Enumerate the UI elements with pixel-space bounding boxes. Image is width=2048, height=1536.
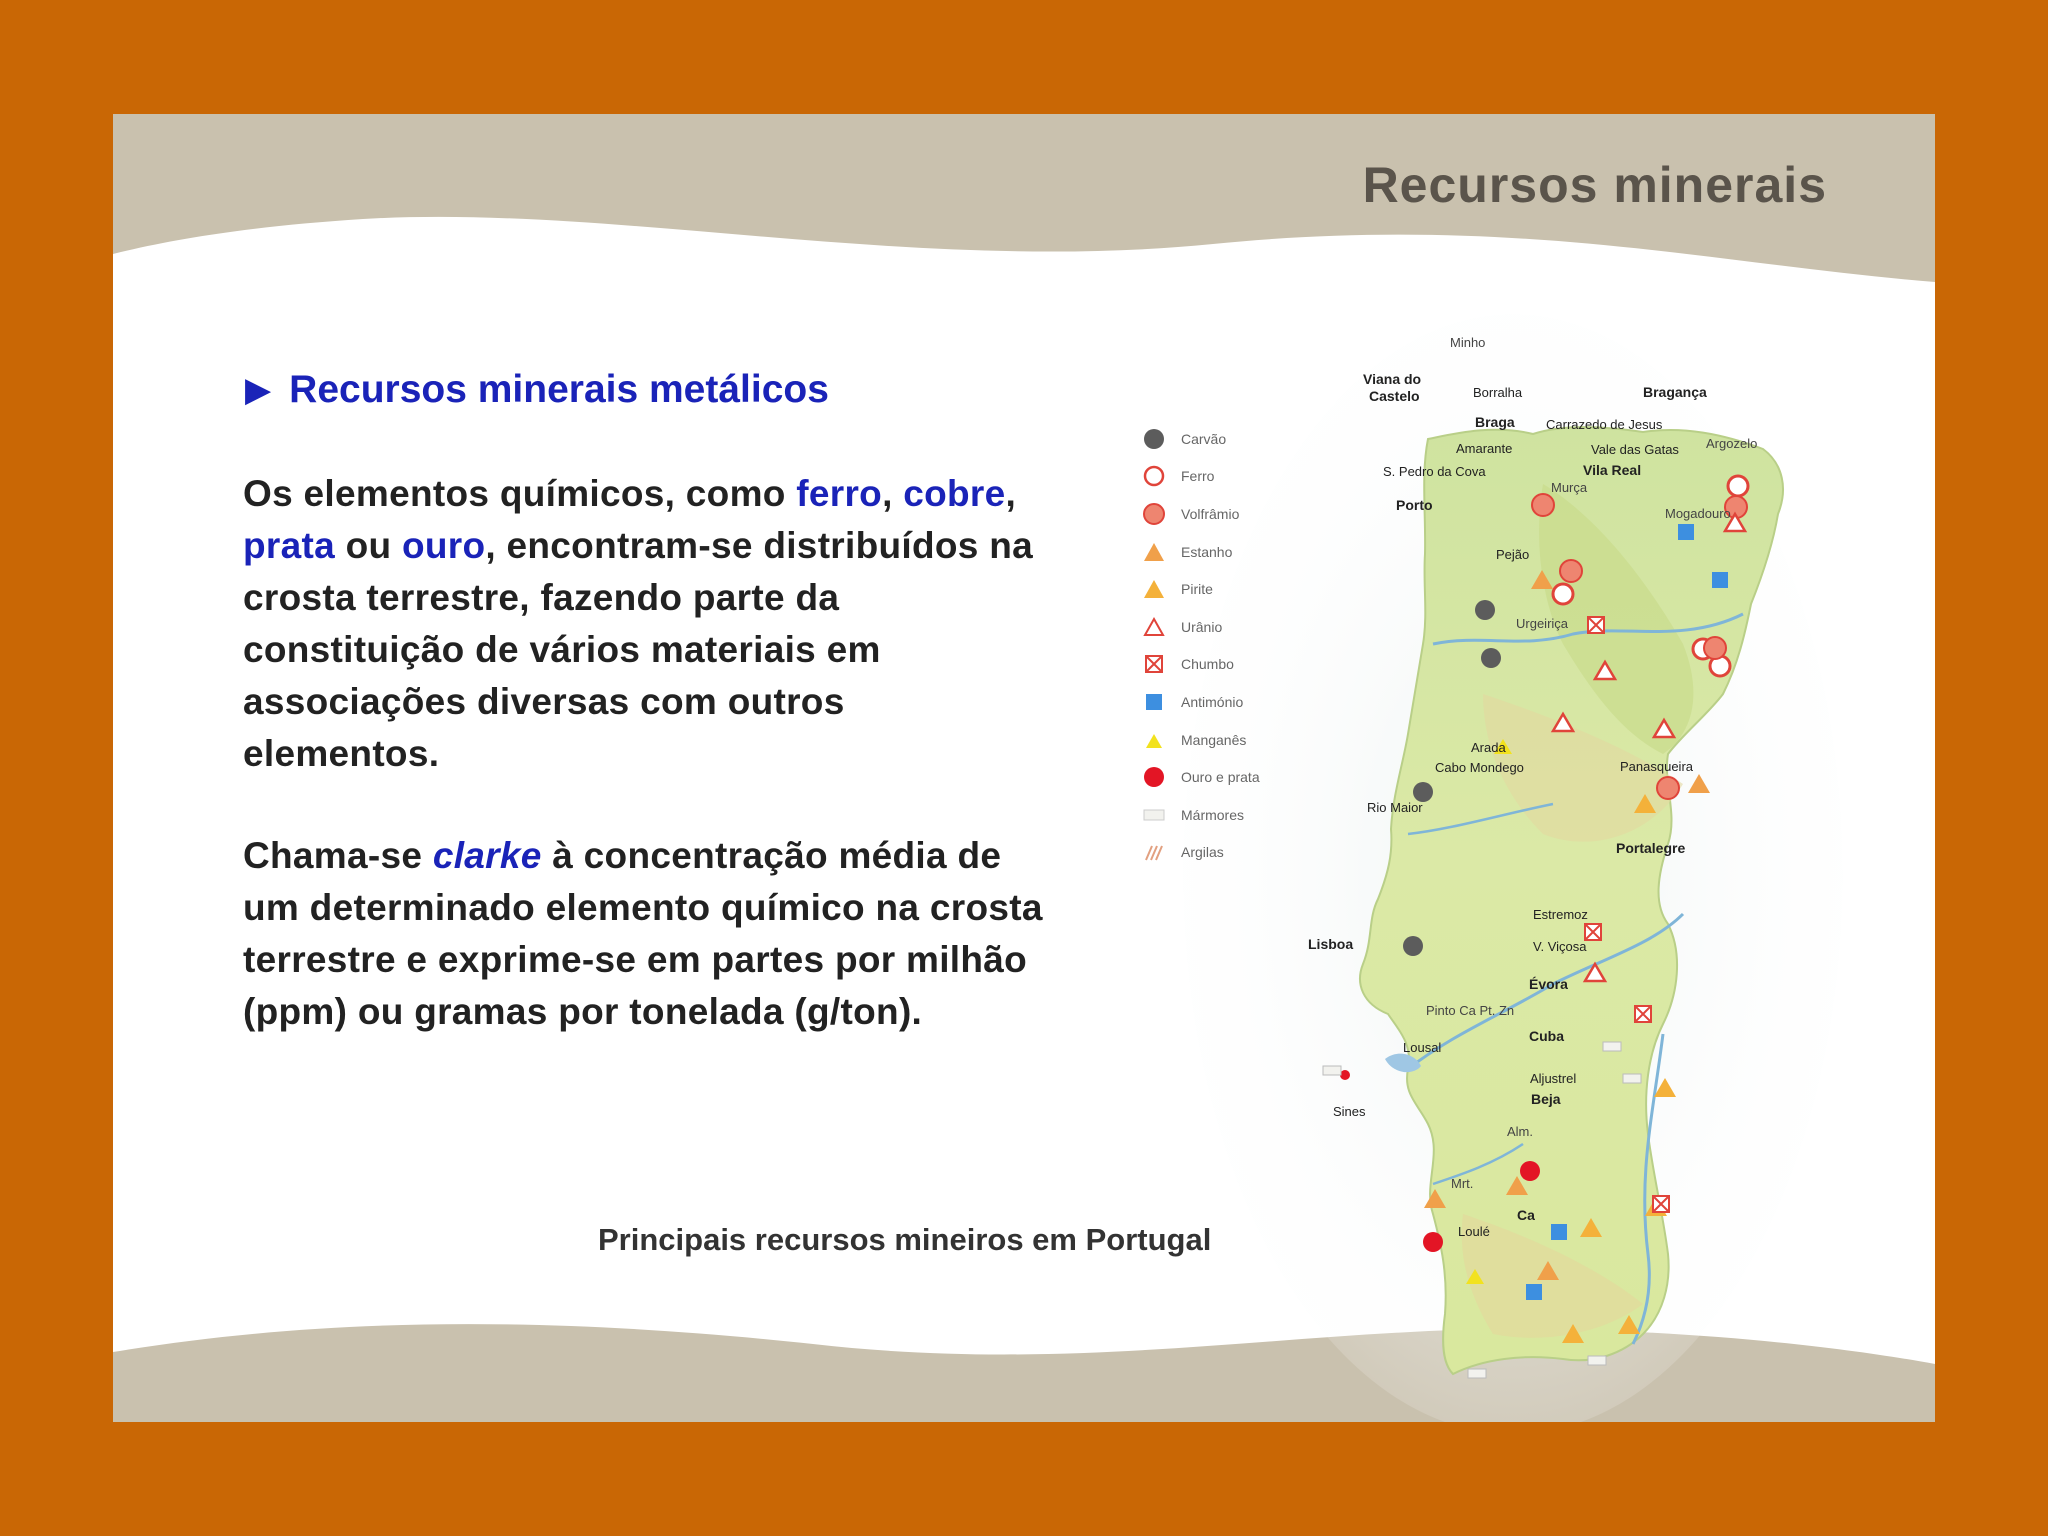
term-ferro: ferro	[796, 473, 883, 514]
marker-ferro-2	[1553, 584, 1573, 604]
map-label-beja: Beja	[1531, 1091, 1561, 1107]
text-run: , encontram-se distribuídos na crosta terrestre, fazendo parte da constituição de vários materiais em associações diversas com outros elementos.	[243, 525, 1034, 774]
legend-label: Pirite	[1181, 581, 1213, 598]
legend-item-uranio	[1141, 608, 1260, 646]
clay-icon	[1141, 839, 1167, 865]
paragraph-clarke	[243, 830, 1043, 1038]
section-heading-text: Recursos minerais metálicos	[289, 368, 829, 411]
legend-item-pirite	[1141, 570, 1260, 608]
map-label-arada: Arada	[1471, 740, 1506, 755]
map-label-estremoz: Estremoz	[1533, 907, 1588, 922]
map-label-lousal: Lousal	[1403, 1040, 1442, 1055]
map-label-v-vicosa: V. Viçosa	[1533, 939, 1587, 954]
map-legend	[1141, 420, 1260, 871]
text-run: ,	[882, 473, 904, 514]
map-label-loule: Loulé	[1458, 1224, 1490, 1239]
legend-label: Antimónio	[1181, 693, 1244, 710]
map-label-argozelo: Argozelo	[1706, 436, 1758, 451]
map-label-viana: Viana do	[1363, 371, 1422, 387]
map-label-sines: Sines	[1333, 1104, 1366, 1119]
marker-carvao-rio-maior	[1403, 936, 1423, 956]
legend-item-antimonio	[1141, 683, 1260, 721]
marker-marmores-1	[1603, 1042, 1621, 1051]
tungsten-icon	[1141, 501, 1167, 527]
map-label-viana-2: Castelo	[1369, 388, 1420, 404]
legend-item-marmores	[1141, 796, 1260, 834]
map-label-amarante: Amarante	[1456, 441, 1513, 456]
legend-item-manganes	[1141, 721, 1260, 759]
legend-label: Mármores	[1181, 806, 1245, 823]
legend-label: Manganês	[1181, 731, 1247, 748]
map-label-murca: Murça	[1551, 480, 1588, 495]
slide-title: Recursos minerais	[1362, 157, 1827, 213]
marker-marmores-5	[1588, 1356, 1606, 1365]
gold-silver-icon	[1141, 764, 1167, 790]
map-label-vila-real: Vila Real	[1583, 462, 1642, 478]
iron-icon	[1141, 463, 1167, 489]
map-label-borralha: Borralha	[1473, 385, 1523, 400]
term-clarke: clarke	[432, 835, 542, 876]
term-ouro: ouro	[401, 525, 486, 566]
marker-carvao-pejao	[1481, 648, 1501, 668]
map-label-panasqueira: Panasqueira	[1620, 759, 1693, 774]
paragraph-elements	[243, 468, 1043, 780]
legend-label: Urânio	[1181, 618, 1223, 635]
map-label-s-pedro: S. Pedro da Cova	[1383, 464, 1486, 479]
legend-label: Chumbo	[1181, 656, 1234, 673]
map-label-porto: Porto	[1396, 497, 1433, 513]
marker-marmores-3	[1323, 1066, 1341, 1075]
uranium-icon	[1141, 614, 1167, 640]
marker-carvao-cabo-mondego	[1413, 782, 1433, 802]
map-label-mogadouro: Mogadouro	[1665, 506, 1731, 521]
tin-icon	[1141, 539, 1167, 565]
map-label-lisboa: Lisboa	[1308, 936, 1354, 952]
legend-item-volframio	[1141, 495, 1260, 533]
legend-label: Estanho	[1181, 543, 1233, 560]
marker-volframio-2	[1532, 494, 1554, 516]
marker-volframio-4	[1704, 637, 1726, 659]
map-label-vale-gatas: Vale das Gatas	[1591, 442, 1679, 457]
legend-item-ouro-prata	[1141, 758, 1260, 796]
text-run: Os elementos químicos, como	[243, 473, 797, 514]
text-run: ou	[334, 525, 402, 566]
marker-chumbo-4	[1653, 1196, 1669, 1212]
marker-ferro-1	[1728, 476, 1748, 496]
term-cobre: cobre	[903, 473, 1006, 514]
map-label-braganca: Bragança	[1643, 384, 1707, 400]
map-label-pejao: Pejão	[1496, 547, 1530, 562]
map-label-portalegre: Portalegre	[1616, 840, 1686, 856]
marker-carvao-s-pedro	[1475, 600, 1495, 620]
legend-label: Ferro	[1181, 468, 1215, 485]
legend-label: Ouro e prata	[1181, 769, 1260, 786]
map-label-ca: Ca	[1517, 1207, 1535, 1223]
map-label-carrazeda: Carrazedo de Jesus	[1546, 417, 1663, 432]
lead-icon	[1141, 651, 1167, 677]
marker-antimonio-1	[1678, 524, 1694, 540]
map-label-mrt: Mrt.	[1451, 1176, 1474, 1191]
bullet-arrow-icon: ▶	[245, 371, 272, 409]
map-label-urgeirica: Urgeiriça	[1516, 616, 1569, 631]
slide	[113, 114, 1935, 1422]
map-label-cabo-mondego: Cabo Mondego	[1435, 760, 1524, 775]
marker-marmores-2	[1623, 1074, 1641, 1083]
marker-ouro-sines	[1423, 1232, 1443, 1252]
marker-ouro-cuba	[1520, 1161, 1540, 1181]
term-prata: prata	[243, 525, 335, 566]
marker-antimonio-2	[1712, 572, 1728, 588]
manganese-icon	[1141, 727, 1167, 753]
marker-antimonio-3	[1551, 1224, 1567, 1240]
map-label-pinto: Pinto Ca Pt. Zn	[1426, 1003, 1515, 1018]
section-heading	[245, 368, 829, 412]
marker-marmores-4	[1468, 1369, 1486, 1378]
legend-item-argilas	[1141, 834, 1260, 872]
marble-icon	[1141, 802, 1167, 828]
marker-antimonio-4	[1526, 1284, 1542, 1300]
legend-item-estanho	[1141, 533, 1260, 571]
legend-item-carvao	[1141, 420, 1260, 458]
map-label-aljustrel: Aljustrel	[1530, 1071, 1577, 1086]
legend-item-ferro	[1141, 458, 1260, 496]
text-run: ,	[1005, 473, 1017, 514]
legend-label: Volfrâmio	[1181, 505, 1240, 522]
map-label-minho: Minho	[1450, 335, 1486, 350]
map-label-cuba: Cuba	[1529, 1028, 1564, 1044]
marker-chumbo-1	[1588, 617, 1604, 633]
text-run: Chama-se	[243, 835, 433, 876]
antimony-icon	[1141, 689, 1167, 715]
text-run: à concentração média de um determinado elemento químico na crosta terrestre e exprime-se em partes por milhão (ppm) ou gramas por tonelada (g/ton).	[243, 835, 1043, 1032]
map-label-rio-maior: Rio Maior	[1367, 800, 1423, 815]
legend-item-chumbo	[1141, 646, 1260, 684]
coal-icon	[1141, 426, 1167, 452]
legend-label: Argilas	[1181, 844, 1224, 861]
marker-volframio-3	[1560, 560, 1582, 582]
legend-label: Carvão	[1181, 430, 1227, 447]
map-label-braga: Braga	[1475, 414, 1515, 430]
map-label-evora: Évora	[1529, 976, 1568, 992]
pyrite-icon	[1141, 576, 1167, 602]
marker-chumbo-2	[1585, 924, 1601, 940]
marker-volframio-5	[1657, 777, 1679, 799]
map-label-alm: Alm.	[1507, 1124, 1533, 1139]
map-caption: Principais recursos mineiros em Portugal	[598, 1222, 1212, 1257]
marker-chumbo-3	[1635, 1006, 1651, 1022]
